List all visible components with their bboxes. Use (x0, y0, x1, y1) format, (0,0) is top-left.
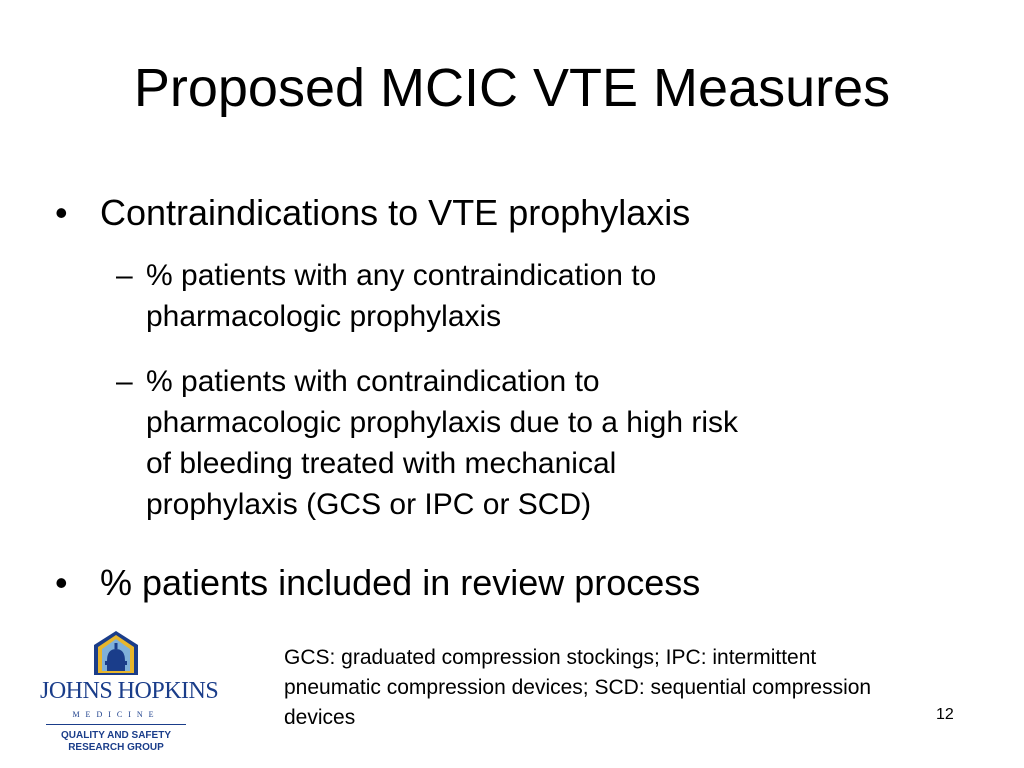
footnote (284, 643, 1014, 733)
dash-marker: – (116, 259, 133, 292)
sub-bullet-line: of bleeding treated with mechanical (146, 447, 617, 480)
logo-divider (46, 724, 186, 725)
bullet-item (55, 192, 691, 234)
sub-bullet-line: % patients with contraindication to (146, 365, 600, 398)
logo-group-line: RESEARCH GROUP (68, 742, 164, 753)
sub-bullet-line: pharmacologic prophylaxis (146, 300, 502, 333)
bullet-marker: • (55, 562, 68, 603)
bullet-text: % patients included in review process (100, 562, 701, 603)
slide-title: Proposed MCIC VTE Measures (133, 58, 891, 118)
footnote-line: GCS: graduated compression stockings; IPC: intermittent (284, 646, 817, 669)
footnote-line: devices (284, 706, 356, 729)
sub-bullet-line: prophylaxis (GCS or IPC or SCD) (146, 488, 592, 521)
logo-org-name: JOHNS HOPKINS (40, 678, 219, 704)
sub-bullet-item (116, 255, 657, 337)
bullet-item (55, 562, 701, 604)
dome-shield-icon (92, 629, 140, 677)
bullet-marker: • (55, 192, 68, 233)
page-number: 12 (936, 706, 954, 723)
logo-sub-name: MEDICINE (72, 710, 160, 719)
logo-group-name (40, 730, 192, 754)
johns-hopkins-logo (40, 632, 219, 762)
footnote-line: pneumatic compression devices; SCD: sequential compression (284, 676, 872, 699)
dash-marker: – (116, 365, 133, 398)
sub-bullet-item (116, 361, 738, 525)
sub-bullet-line: % patients with any contraindication to (146, 259, 657, 292)
sub-bullet-line: pharmacologic prophylaxis due to a high risk (146, 406, 738, 439)
bullet-text: Contraindications to VTE prophylaxis (100, 192, 691, 233)
logo-group-line: QUALITY AND SAFETY (60, 730, 171, 741)
